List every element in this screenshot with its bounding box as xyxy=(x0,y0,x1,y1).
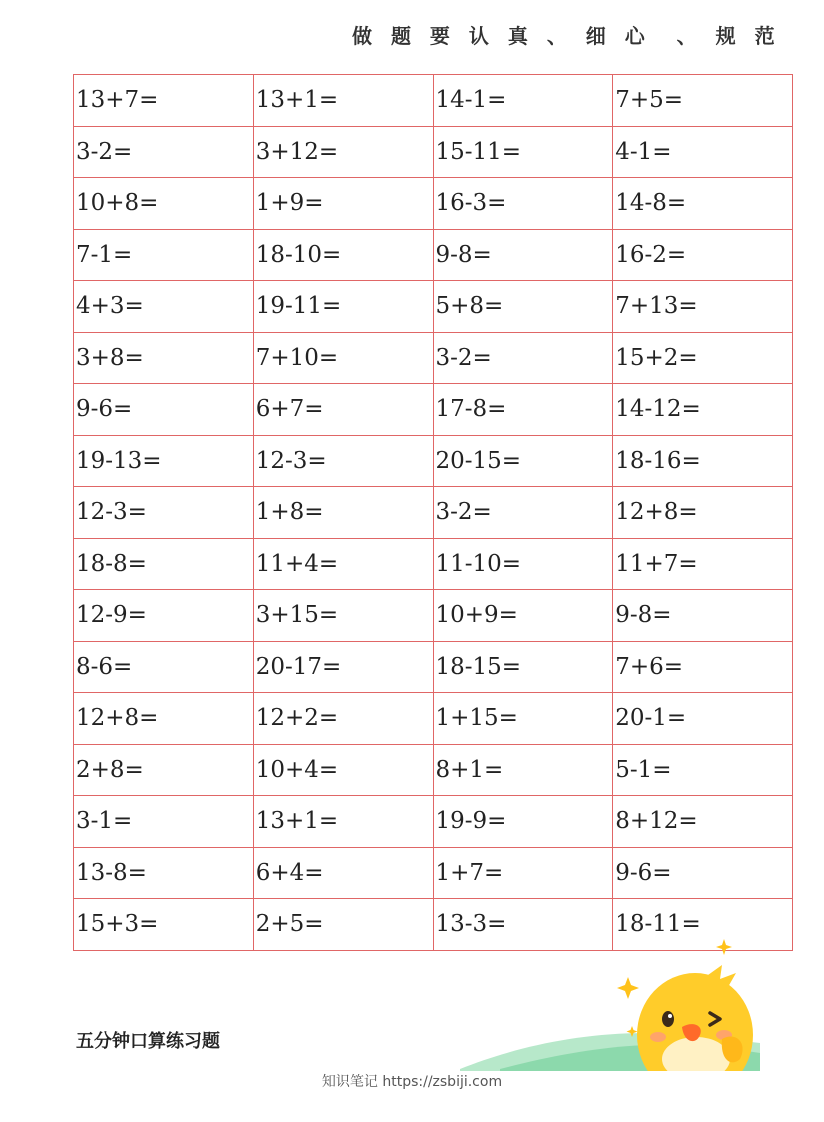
problem-cell: 20-1= xyxy=(613,693,793,745)
problem-cell: 16-3= xyxy=(433,178,613,230)
problem-cell: 20-17= xyxy=(253,641,433,693)
arithmetic-problem-table xyxy=(73,74,793,951)
problem-cell: 17-8= xyxy=(433,384,613,436)
problem-row xyxy=(74,229,793,281)
problem-cell: 18-8= xyxy=(74,538,254,590)
problem-cell: 12+8= xyxy=(613,487,793,539)
sparkle-star-icon xyxy=(617,977,639,999)
problem-cell: 11+4= xyxy=(253,538,433,590)
problem-cell: 14-1= xyxy=(433,75,613,127)
problem-cell: 10+9= xyxy=(433,590,613,642)
problem-cell: 18-11= xyxy=(613,899,793,951)
problem-cell: 2+8= xyxy=(74,744,254,796)
problem-cell: 15+3= xyxy=(74,899,254,951)
problem-cell: 3+12= xyxy=(253,126,433,178)
problem-cell: 10+8= xyxy=(74,178,254,230)
problem-cell: 12+8= xyxy=(74,693,254,745)
problem-cell: 8+12= xyxy=(613,796,793,848)
problem-row xyxy=(74,435,793,487)
problem-cell: 12-3= xyxy=(253,435,433,487)
page-slogan: 做 题 要 认 真 、 细 心 、 规 范 xyxy=(352,24,781,48)
problem-cell: 9-6= xyxy=(613,847,793,899)
problem-cell: 8+1= xyxy=(433,744,613,796)
problem-cell: 2+5= xyxy=(253,899,433,951)
problem-cell: 4-1= xyxy=(613,126,793,178)
problem-cell: 12-3= xyxy=(74,487,254,539)
problem-row xyxy=(74,487,793,539)
problem-cell: 5-1= xyxy=(613,744,793,796)
problem-cell: 3+8= xyxy=(74,332,254,384)
problem-row xyxy=(74,590,793,642)
problem-cell: 15+2= xyxy=(613,332,793,384)
problem-cell: 10+4= xyxy=(253,744,433,796)
problem-cell: 7+10= xyxy=(253,332,433,384)
problem-cell: 18-10= xyxy=(253,229,433,281)
footer-source-url: 知识笔记 https://zsbiji.com xyxy=(321,1074,503,1090)
problem-cell: 1+15= xyxy=(433,693,613,745)
problem-cell: 19-9= xyxy=(433,796,613,848)
problem-table-body xyxy=(74,75,793,951)
sparkle-star-icon xyxy=(716,939,732,955)
problem-row xyxy=(74,384,793,436)
problem-row xyxy=(74,847,793,899)
problem-row xyxy=(74,693,793,745)
problem-row xyxy=(74,75,793,127)
problem-row xyxy=(74,796,793,848)
problem-cell: 3+15= xyxy=(253,590,433,642)
problem-cell: 12+2= xyxy=(253,693,433,745)
problem-cell: 13-3= xyxy=(433,899,613,951)
problem-cell: 13+1= xyxy=(253,796,433,848)
problem-row xyxy=(74,641,793,693)
problem-cell: 5+8= xyxy=(433,281,613,333)
problem-row xyxy=(74,744,793,796)
problem-cell: 7+6= xyxy=(613,641,793,693)
problem-cell: 9-8= xyxy=(613,590,793,642)
problem-row xyxy=(74,281,793,333)
problem-row xyxy=(74,332,793,384)
problem-cell: 11+7= xyxy=(613,538,793,590)
problem-cell: 14-12= xyxy=(613,384,793,436)
problem-row xyxy=(74,538,793,590)
problem-cell: 3-1= xyxy=(74,796,254,848)
problem-cell: 9-6= xyxy=(74,384,254,436)
problem-cell: 6+4= xyxy=(253,847,433,899)
problem-cell: 15-11= xyxy=(433,126,613,178)
problem-cell: 7-1= xyxy=(74,229,254,281)
problem-cell: 1+7= xyxy=(433,847,613,899)
problem-cell: 13+7= xyxy=(74,75,254,127)
problem-cell: 4+3= xyxy=(74,281,254,333)
problem-cell: 14-8= xyxy=(613,178,793,230)
problem-cell: 8-6= xyxy=(74,641,254,693)
problem-cell: 18-15= xyxy=(433,641,613,693)
problem-cell: 1+8= xyxy=(253,487,433,539)
problem-cell: 16-2= xyxy=(613,229,793,281)
problem-cell: 7+5= xyxy=(613,75,793,127)
chick-mascot-icon xyxy=(460,935,760,1071)
problem-cell: 1+9= xyxy=(253,178,433,230)
problem-cell: 13+1= xyxy=(253,75,433,127)
problem-cell: 3-2= xyxy=(433,487,613,539)
problem-row xyxy=(74,178,793,230)
problem-cell: 19-11= xyxy=(253,281,433,333)
problem-cell: 3-2= xyxy=(74,126,254,178)
problem-cell: 9-8= xyxy=(433,229,613,281)
problem-row xyxy=(74,126,793,178)
problem-cell: 12-9= xyxy=(74,590,254,642)
problem-cell: 18-16= xyxy=(613,435,793,487)
problem-cell: 6+7= xyxy=(253,384,433,436)
problem-cell: 11-10= xyxy=(433,538,613,590)
problem-cell: 7+13= xyxy=(613,281,793,333)
problem-cell: 19-13= xyxy=(74,435,254,487)
problem-cell: 13-8= xyxy=(74,847,254,899)
problem-cell: 20-15= xyxy=(433,435,613,487)
problem-cell: 3-2= xyxy=(433,332,613,384)
worksheet-title: 五分钟口算练习题 xyxy=(76,1031,220,1052)
